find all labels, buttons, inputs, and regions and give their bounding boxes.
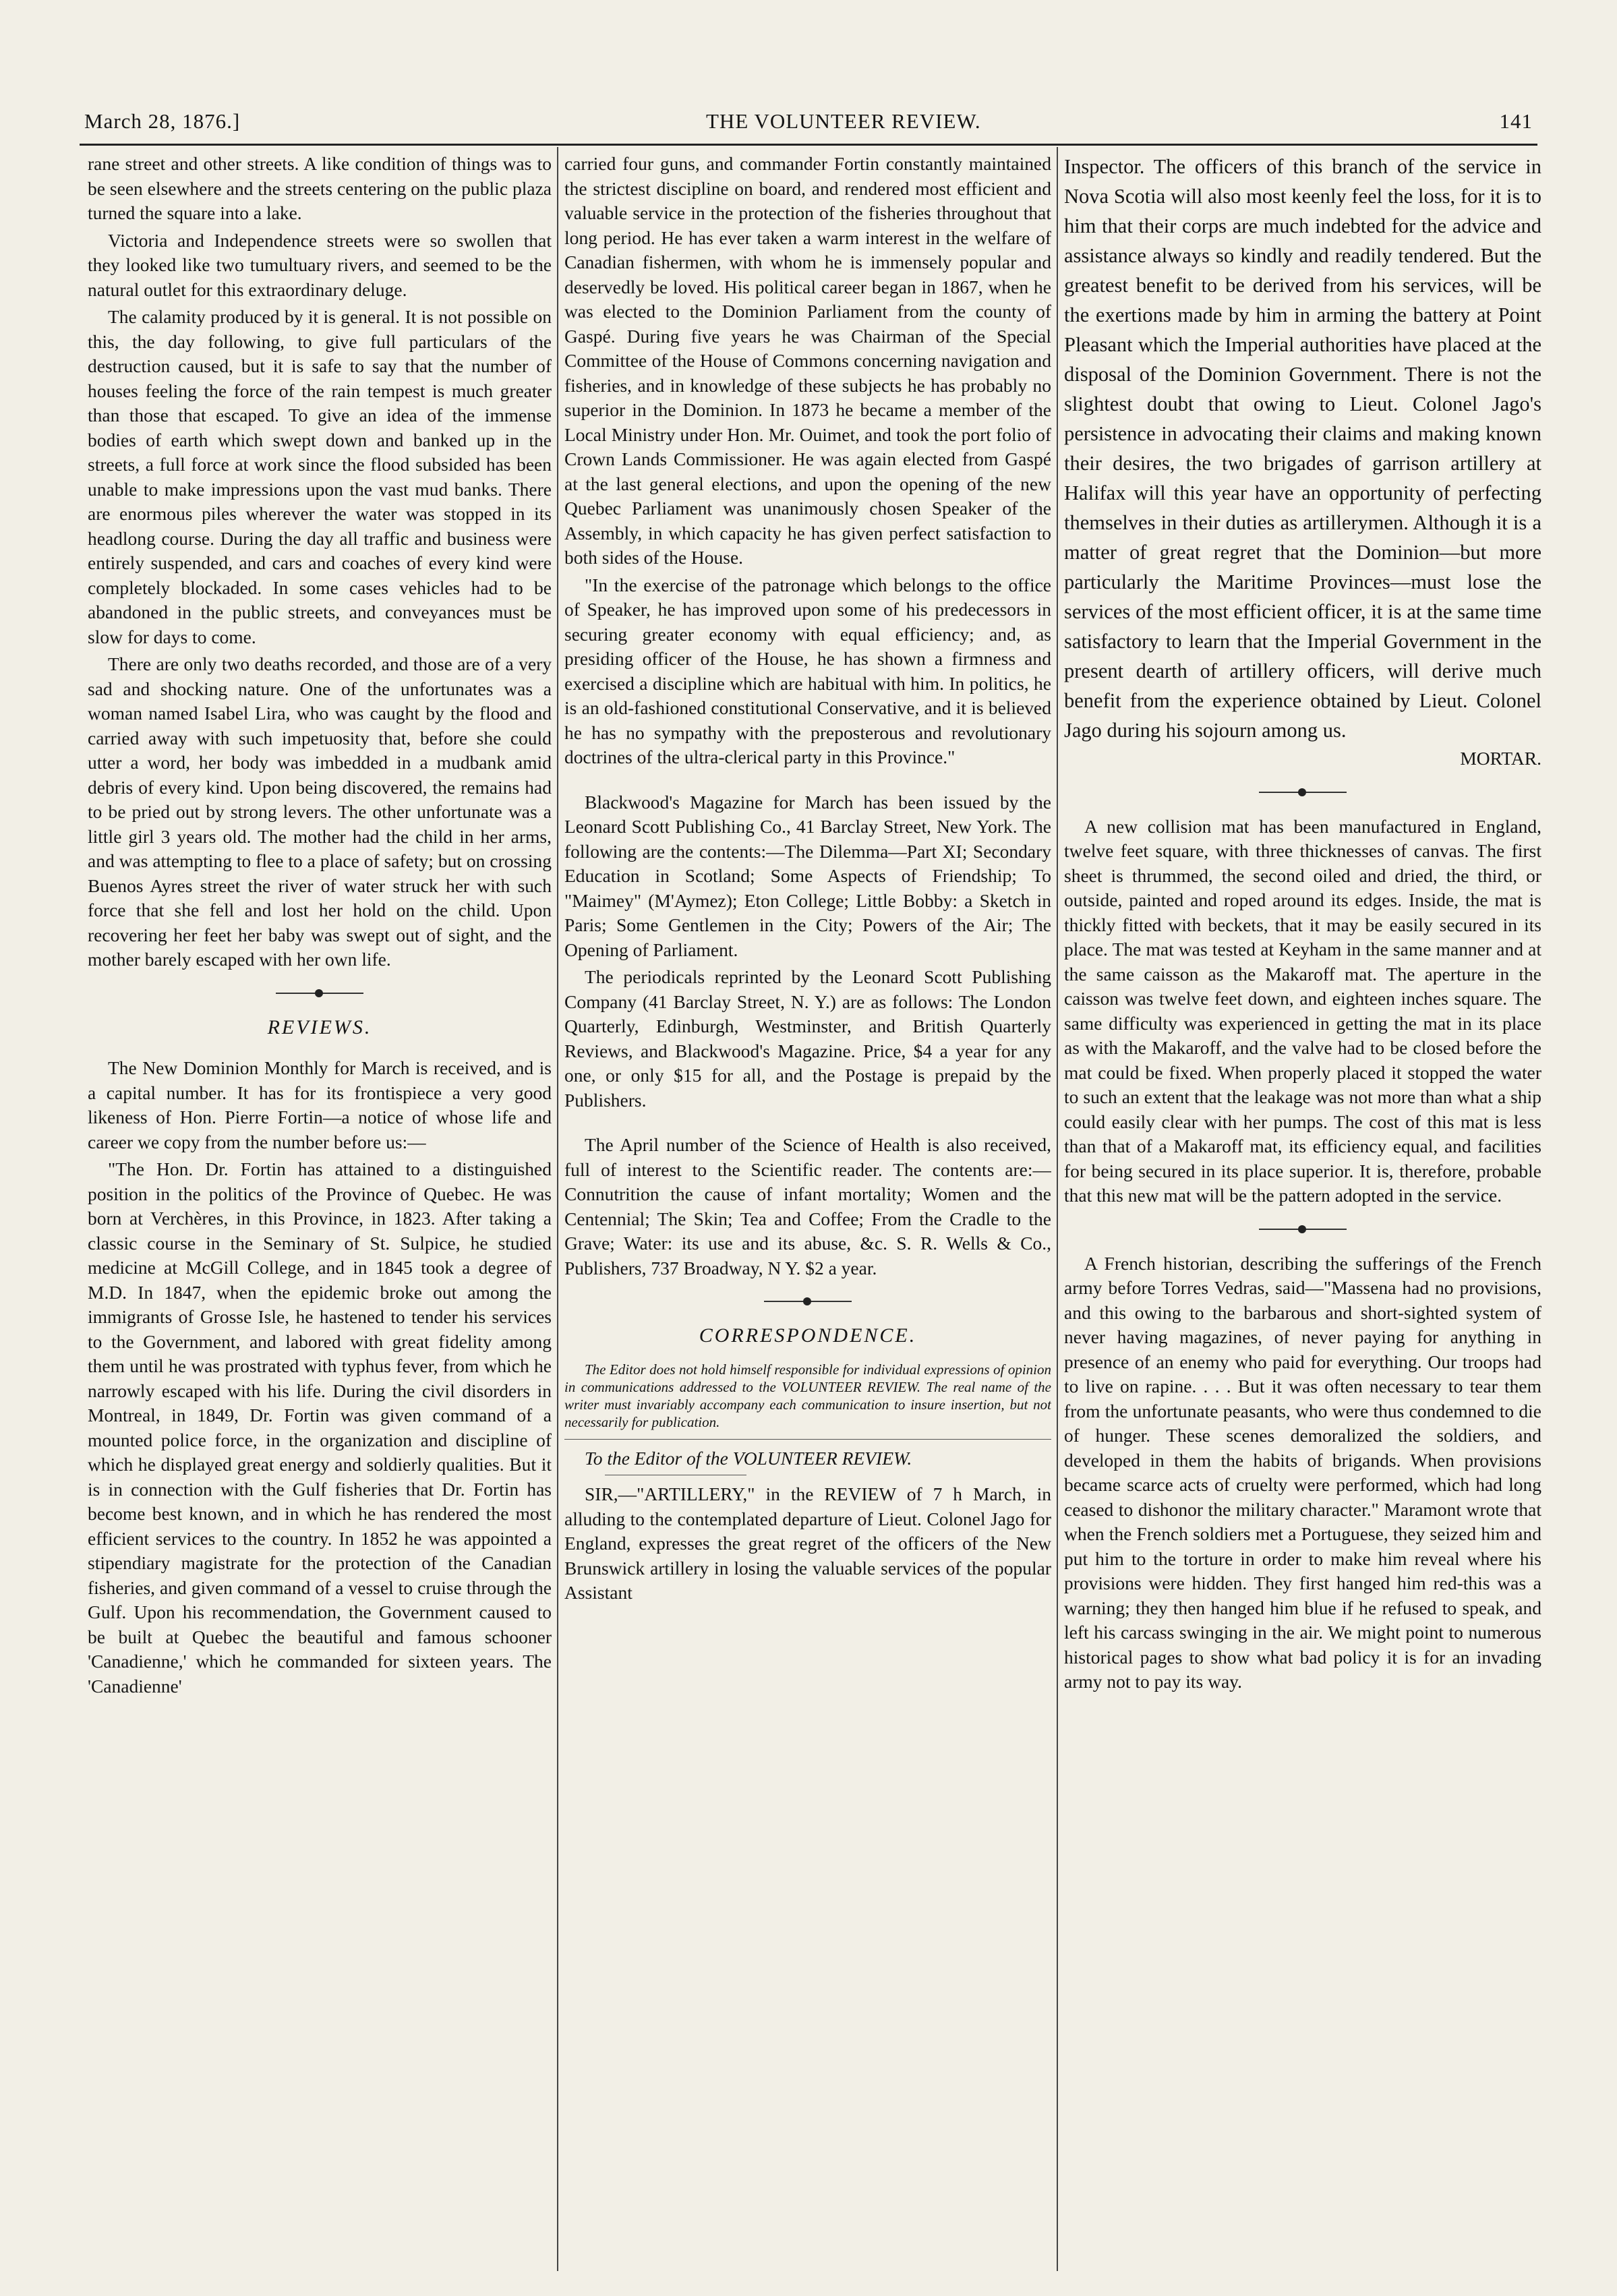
science-of-health-paragraph: The April number of the Science of Health is also received, full of interest to the Scientific reader. The contents are:—Connutrition the cause of infant mortality; Women and the Centennial; The Skin; Tea and Coffee; From the Cradle to the Grave; Water: its use and its abuse, &c. S. R. Wells & Co., Publishers, 737 Broadway, N Y. $2 a year. bbox=[564, 1134, 1051, 1278]
publication-title: THE VOLUNTEER REVIEW. bbox=[706, 109, 981, 133]
fortin-paragraph-2: "In the exercise of the patronage which belongs to the office of Speaker, he has improved upon some of his predecessors in securing greater economy with equal efficiency; and, as presiding officer of the House, he has shown a firmness and exercised a discipline which are habitual with him. In politics, he is an old-fashioned constitutional Conservative, and it is believed he has no sympathy with the preposterous and revolutionary doctrines of the ultra-clerical party in this Province." bbox=[564, 574, 1051, 767]
letter-paragraph: SIR,—"ARTILLERY," in the REVIEW of 7 h March, in alluding to the contemplated departure of Lieut. Colonel Jago for England, expresses the great regret of the officers of the New Brunswick artillery in losing the valuable services of the popular Assistant bbox=[564, 1483, 1051, 1603]
review-paragraph-2: "The Hon. Dr. Fortin has attained to a distinguished position in the politics of the Province of Quebec. He was born at Verchères, in this Province, in 1823. After taking a classic course in the Seminary of St. Sulpice, he studied medicine at McGill College, and in 1845 took a degree of M.D. In 1847, when the epidemic broke out among the immigrants of Grosse Isle, he hastened to tender his services to the Government, and labored with great fidelity among them until he was prostrated with typhus fever, from which he narrowly escaped with his life. During the civil disorders in Montreal, in 1849, Dr. Fortin was given command of a mounted police force, in the organization and discipline of which he displayed great energy and soldierly qualities. But it is in connection with the Gulf fisheries that Dr. Fortin has become best known, and in which he has rendered the most efficient services to the country. In 1852 he was appointed a stipendiary magistrate for the protection of the Canadian fisheries, and given command of a vessel to cruise through the Gulf. Upon his recommendation, the Government caused to be built at Quebec the beautiful and famous schooner 'Canadienne,' which he commanded for sixteen years. The 'Canadienne' bbox=[88, 1158, 552, 1697]
flood-paragraph-1: rane street and other streets. A like condition of things was to be seen elsewhere and the streets centering on the public plaza turned the square into a lake. bbox=[88, 153, 552, 223]
section-divider bbox=[1259, 792, 1347, 793]
section-divider bbox=[764, 1301, 852, 1302]
page-number: 141 bbox=[1499, 109, 1533, 133]
page-header bbox=[84, 101, 1533, 142]
letter-signature: MORTAR. bbox=[1460, 748, 1541, 769]
flood-paragraph-4: There are only two deaths recorded, and those are of a very sad and shocking nature. One of the unfortunates was a woman named Isabel Lira, who was caught by the flood and carried away with such impetuosity that, before she could utter a word, her body was imbedded in a mudbank amid debris of every kind. Upon being discovered, the remains had to be pried out by strong levers. The other unfortunate was a little girl 3 years old. The mother had the child in her arms, and was attempting to flee to a place of safety; but on crossing Buenos Ayres street the river of water struck her with such force that she fell and lost her hold on the child. Upon recovering her feet her baby was swept out of sight, and the mother barely escaped with her own life. bbox=[88, 653, 552, 970]
blackwood-paragraph: Blackwood's Magazine for March has been issued by the Leonard Scott Publishing Co., 41 Barclay Street, New York. The following are the contents:—The Dilemma—Part XI; Secondary Education in Scotland; Some Aspects of Friendship; To "Maimey" (M'Aymez); Eton College; Little Bobby: a Sketch in Paris; Some Gentlemen in the City; Powers of the Air; The Opening of Parliament. bbox=[564, 791, 1051, 960]
periodicals-paragraph: The periodicals reprinted by the Leonard Scott Publishing Company (41 Barclay Street, N. Y.) are as follows: The London Quarterly, Edinburgh, Westminster, and British Quarterly Reviews, and Blackwood's Magazine. Price, $4 a year for any one, or only $15 for all, and the Postage is prepaid by the Publishers. bbox=[564, 966, 1051, 1111]
reviews-heading: REVIEWS. bbox=[267, 1015, 372, 1038]
column-1 bbox=[88, 152, 552, 2269]
section-divider bbox=[276, 993, 363, 994]
letter-address: To the Editor of the VOLUNTEER REVIEW. bbox=[585, 1447, 912, 1469]
column-rule-2 bbox=[1057, 147, 1058, 2271]
review-paragraph-1: The New Dominion Monthly for March is received, and is a capital number. It has for its frontispiece a very good likeness of Hon. Pierre Fortin—a notice of whose life and career we copy from the number before us:— bbox=[88, 1057, 552, 1152]
collision-mat-paragraph: A new collision mat has been manufactured in England, twelve feet square, with three thicknesses of canvas. The first sheet is thrummed, the second oiled and dried, the third, or outside, painted and roped around its edges. Inside, the mat is thickly fitted with beckets, that it may be easily secured in its place. The mat was tested at Keyham in the same manner and at the same caisson as the Makaroff mat. The aperture in the caisson was twelve feet down, and eighteen inches square. The same difficulty was experienced in getting the mat in its place as with the Makaroff, and the valve had to be closed before the mat could be fixed. When properly placed it stopped the water to such an extent that the leakage was not more than what a ship could easily clear with her pumps. The cost of this mat is less than that of a Makaroff mat, its efficiency equal, and facilities for being secured in its place superior. It is, therefore, probable that this new mat will be the pattern adopted in the service. bbox=[1064, 815, 1541, 1206]
editor-disclaimer: The Editor does not hold himself responsible for individual expressions of opinion in communications addressed to the VOLUNTEER REVIEW. The real name of the writer must invariably accompany each communication to insure insertion, but not necessarily for publication. bbox=[564, 1361, 1051, 1430]
flood-paragraph-2: Victoria and Independence streets were so swollen that they looked like two tumultuary rivers, and seemed to be the natural outlet for this extraordinary deluge. bbox=[88, 229, 552, 300]
section-divider bbox=[1259, 1229, 1347, 1230]
column-3 bbox=[1064, 152, 1541, 2269]
issue-date: March 28, 1876.] bbox=[84, 109, 241, 133]
french-historian-paragraph: A French historian, describing the sufferings of the French army before Torres Vedras, said—"Massena had no provisions, and this owing to the barbarous and short-sighted system of never having magazines, of never paying for anything in presence of an enemy who paid for everything. Our troops had to live on rapine. . . . But it was often necessary to tear them from the unfortunate peasants, who were thus condemned to die of hunger. These scenes demoralized the soldiers, and developed in them the habits of brigands. When provisions became scarce acts of cruelty were performed, which had long ceased to dishonor the military character." Maramont wrote that when the French soldiers met a Portuguese, they seized him and put him to the torture in order to make him reveal where his provisions were hidden. They first hanged him red-this was a warning; they then hanged him blue if he refused to speak, and left his carcass swinging in the air. We might point to numerous historical pages to show what bad policy it is for an invading army not to pay its way. bbox=[1064, 1252, 1541, 1692]
fortin-paragraph-1: carried four guns, and commander Fortin constantly maintained the strictest discipline on board, and rendered most efficient and valuable service in the protection of the fisheries throughout that long period. He has ever taken a warm interest in the welfare of Canadian fishermen, with whom he is immensely popular and deservedly be loved. His political career began in 1867, when he was elected to the Dominion Parliament from the county of Gaspé. During five years he was Chairman of the Special Committee of the House of Commons concerning navigation and fisheries, and in knowledge of these subjects he has probably no superior in the Dominion. In 1873 he became a member of the Local Ministry under Hon. Mr. Ouimet, and took the port folio of Crown Lands Commissioner. He was again elected from Gaspé at the last general elections, and upon the opening of the new Quebec Parliament was unanimously chosen Speaker of the Assembly, in which capacity he has given perfect satisfaction to both sides of the House. bbox=[564, 153, 1051, 568]
disclaimer-rule bbox=[564, 1439, 1051, 1440]
letter-continuation: Inspector. The officers of this branch of the service in Nova Scotia will also most keenly feel the loss, for it is to him that their corps are much indebted for the advice and assistance always so kindly and readily tendered. But the greatest benefit to be derived from his services, will be the exertions made by him in arming the battery at Point Pleasant which the Imperial authorities have placed at the disposal of the Dominion Government. There is not the slightest doubt that owing to Lieut. Colonel Jago's persistence in advocating their claims and making known their desires, the two brigades of garrison artillery at Halifax will this year have an opportunity of perfecting themselves in their duties as artillerymen. Although it is a matter of great regret that the Dominion—but more particularly the Maritime Provinces—must lose the services of the most efficient officer, it is at the same time satisfactory to learn that the Imperial Government in the present dearth of artillery officers, will derive much benefit from the experience obtained by Lieut. Colonel Jago during his sojourn among us. bbox=[1064, 155, 1541, 742]
header-rule bbox=[80, 144, 1537, 146]
column-rule-1 bbox=[557, 147, 558, 2271]
column-2 bbox=[564, 152, 1051, 2269]
correspondence-heading: CORRESPONDENCE. bbox=[699, 1324, 917, 1347]
flood-paragraph-3: The calamity produced by it is general. It is not possible on this, the day following, to give full particulars of the destruction caused, but it is safe to say that the number of houses feeling the force of the rain tempest is much greater than those that escaped. To give an idea of the immense bodies of earth which swept down and banked up in the streets, a full force at work since the flood subsided has been unable to make impressions upon the vast mud banks. There are enormous piles wherever the water was stopped in its headlong course. During the day all traffic and business were entirely suspended, and cars and coaches of every kind were completely blockaded. In some cases vehicles had to be abandoned in the public streets, and conveyances must be slow for days to come. bbox=[88, 306, 552, 647]
